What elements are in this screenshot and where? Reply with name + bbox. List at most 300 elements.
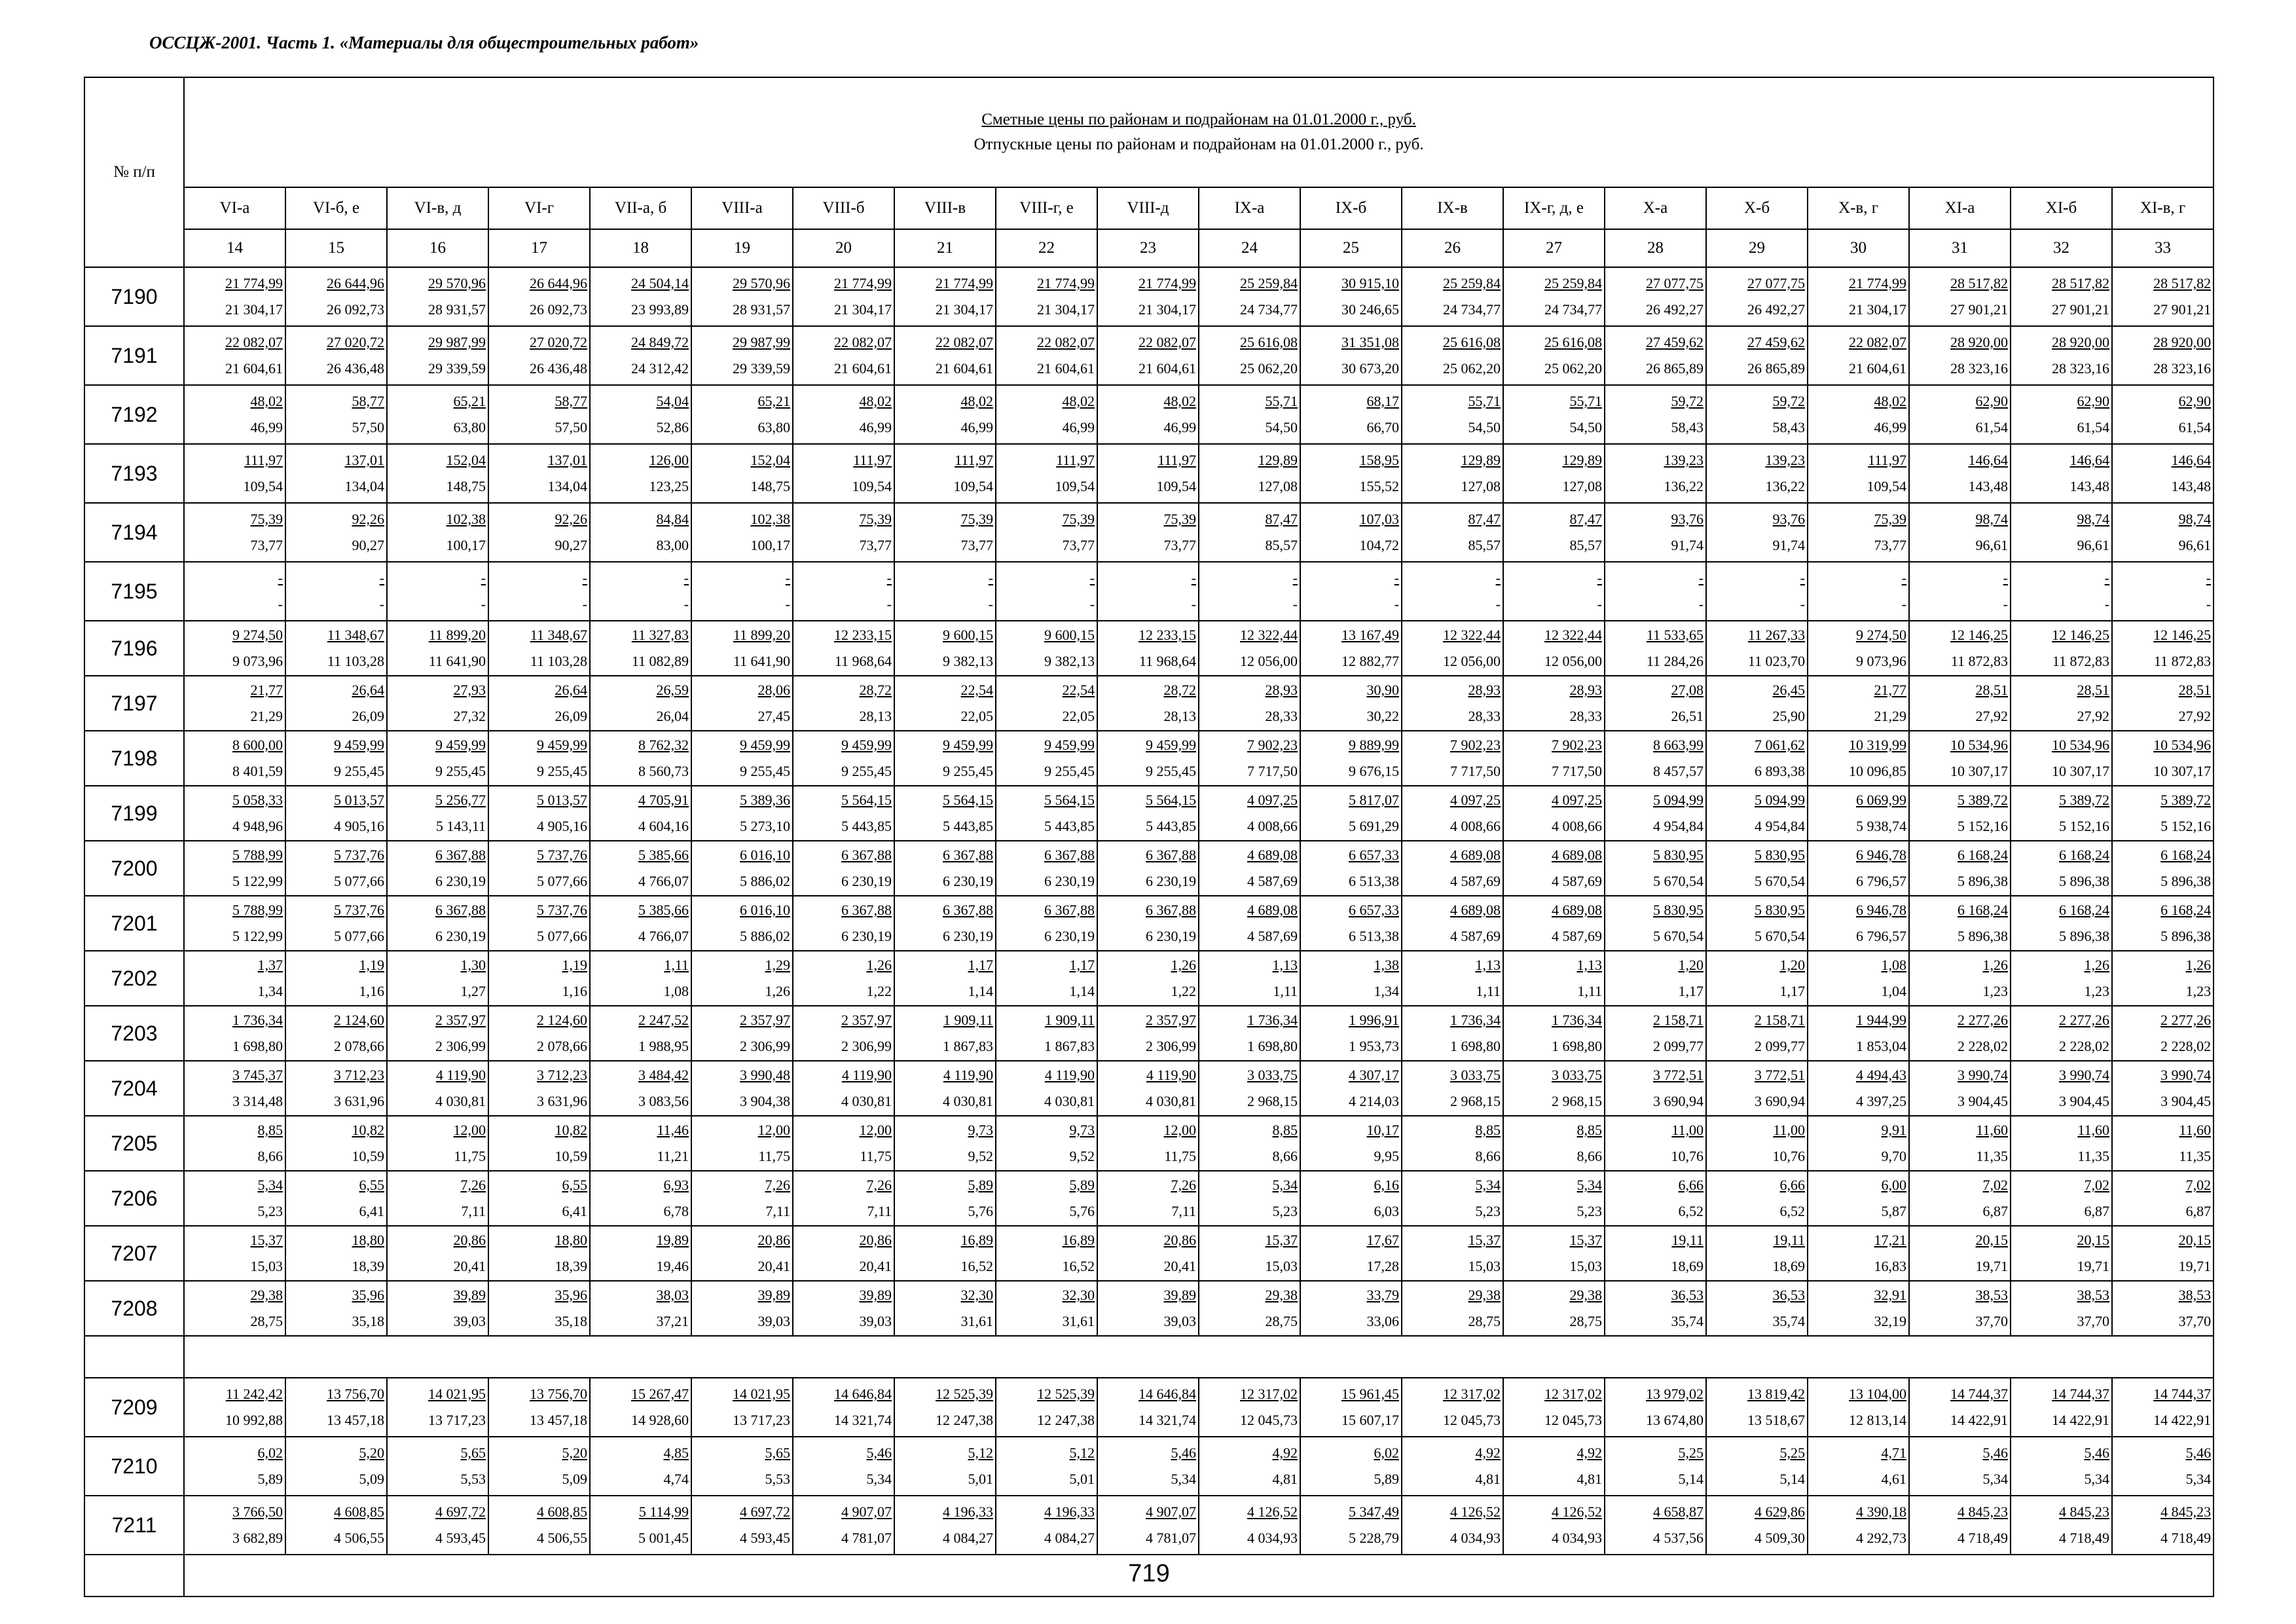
release-price: 11 641,90 — [733, 653, 790, 669]
price-cell — [996, 1437, 1097, 1496]
release-price: 20,41 — [1163, 1258, 1196, 1274]
release-price: 4 766,07 — [638, 928, 689, 944]
release-price: 16,52 — [960, 1258, 993, 1274]
release-price: 5 896,38 — [1958, 928, 2008, 944]
release-price: 1 988,95 — [638, 1038, 689, 1054]
estimated-price: 4 126,52 — [1552, 1504, 1602, 1520]
release-price: 4 008,66 — [1450, 818, 1501, 834]
release-price: 148,75 — [446, 478, 486, 494]
price-cell — [1808, 1116, 1909, 1171]
release-price: 27 901,21 — [2153, 301, 2212, 318]
estimated-price: 5,65 — [460, 1445, 486, 1461]
release-price: 1,11 — [1577, 983, 1602, 999]
release-price: 4 781,07 — [841, 1530, 892, 1546]
price-cell — [590, 503, 691, 562]
price-cell — [387, 1006, 488, 1061]
table-row — [84, 1226, 2214, 1281]
row-code: 7190 — [84, 267, 184, 326]
release-price: 5,76 — [968, 1203, 993, 1219]
price-cell — [1706, 1496, 1808, 1555]
estimated-price: 6 367,88 — [1146, 847, 1196, 863]
estimated-price: 4 907,07 — [1146, 1504, 1196, 1520]
price-cell — [1808, 1281, 1909, 1336]
release-price: 5,89 — [257, 1471, 283, 1487]
estimated-price: 6 168,24 — [2160, 902, 2212, 918]
estimated-price: 7,02 — [2185, 1177, 2212, 1193]
release-price: 4 034,93 — [1450, 1530, 1501, 1546]
price-cell — [894, 1496, 996, 1555]
price-cell — [793, 676, 894, 731]
estimated-price: 111,97 — [1056, 452, 1095, 468]
estimated-price: 11,60 — [2179, 1122, 2212, 1138]
column-number: 23 — [1097, 229, 1199, 267]
estimated-price: 25 259,84 — [1544, 275, 1602, 291]
release-price: - — [886, 596, 892, 612]
estimated-price: 6,02 — [257, 1445, 283, 1461]
price-cell — [894, 326, 996, 385]
release-price: 28 931,57 — [428, 301, 486, 318]
estimated-price: 38,53 — [1975, 1287, 2008, 1303]
price-cell — [1503, 896, 1605, 951]
price-cell — [1097, 951, 1199, 1006]
price-cell — [1503, 1496, 1605, 1555]
column-number: 16 — [387, 229, 488, 267]
estimated-price: 9 459,99 — [740, 737, 790, 753]
price-cell — [1503, 267, 1605, 326]
estimated-price: 6,16 — [1374, 1177, 1399, 1193]
estimated-price: 4,85 — [663, 1445, 689, 1461]
price-cell — [1605, 1437, 1706, 1496]
price-cell — [793, 444, 894, 503]
estimated-price: 3 990,48 — [740, 1067, 790, 1083]
estimated-price: 3 712,23 — [334, 1067, 384, 1083]
release-price: 26,04 — [656, 708, 689, 724]
price-cell — [1503, 731, 1605, 786]
release-price: 4 030,81 — [1146, 1093, 1196, 1109]
release-price: 13 457,18 — [530, 1412, 587, 1428]
estimated-price: 1,26 — [2084, 957, 2109, 973]
release-price: 1,11 — [1476, 983, 1501, 999]
price-cell — [285, 444, 387, 503]
release-price: 61,54 — [2077, 419, 2109, 435]
release-price: 4 214,03 — [1349, 1093, 1399, 1109]
release-price: 109,54 — [1055, 478, 1095, 494]
price-cell — [1402, 1061, 1503, 1116]
price-cell — [2011, 1496, 2112, 1555]
price-cell — [1199, 731, 1300, 786]
price-cell — [793, 1437, 894, 1496]
release-price: 5 691,29 — [1349, 818, 1399, 834]
estimated-price: 15 267,47 — [631, 1386, 689, 1402]
estimated-price: 1 944,99 — [1856, 1012, 1906, 1028]
release-price: 11 641,90 — [428, 653, 486, 669]
release-price: 5 896,38 — [2059, 928, 2109, 944]
estimated-price: 5,65 — [765, 1445, 790, 1461]
estimated-price: 6,66 — [1779, 1177, 1805, 1193]
release-price: 5 228,79 — [1349, 1530, 1399, 1546]
price-cell — [387, 1061, 488, 1116]
release-price: 28 931,57 — [733, 301, 790, 318]
column-number: 33 — [2112, 229, 2214, 267]
estimated-price: 11,46 — [657, 1122, 689, 1138]
estimated-price: 12 322,44 — [1544, 627, 1602, 643]
estimated-price: 5,20 — [359, 1445, 384, 1461]
estimated-price: 129,89 — [1258, 452, 1298, 468]
estimated-price: 6 069,99 — [1856, 792, 1906, 808]
release-price: 26 092,73 — [530, 301, 587, 318]
estimated-price: 5 347,49 — [1349, 1504, 1399, 1520]
price-cell — [894, 1116, 996, 1171]
release-price: 1,16 — [562, 983, 587, 999]
price-cell — [1909, 621, 2011, 676]
region-header: VIII-д — [1097, 187, 1199, 229]
region-header: VIII-а — [691, 187, 793, 229]
price-cell — [1503, 1116, 1605, 1171]
estimated-price: 9 889,99 — [1349, 737, 1399, 753]
price-cell — [1706, 1006, 1808, 1061]
estimated-price: 58,77 — [352, 393, 384, 409]
table-row — [84, 1378, 2214, 1437]
estimated-price: 22 082,07 — [936, 334, 993, 350]
release-price: 143,48 — [2069, 478, 2109, 494]
spacer-cell — [84, 1555, 184, 1596]
estimated-price: 5 830,95 — [1755, 847, 1805, 863]
table-row — [84, 1006, 2214, 1061]
estimated-price: 4 119,90 — [1146, 1067, 1196, 1083]
page-number: 719 — [1128, 1560, 1170, 1587]
row-code: 7195 — [84, 562, 184, 621]
release-price: 109,54 — [243, 478, 283, 494]
estimated-price: 68,17 — [1366, 393, 1399, 409]
release-price: 54,50 — [1468, 419, 1501, 435]
estimated-price: 17,67 — [1366, 1232, 1399, 1248]
price-cell — [184, 1437, 285, 1496]
estimated-price: 5,25 — [1779, 1445, 1805, 1461]
release-price: 21 304,17 — [1139, 301, 1196, 318]
release-price: 33,06 — [1366, 1313, 1399, 1329]
estimated-price: 10 319,99 — [1849, 737, 1906, 753]
release-price: 11 872,83 — [1950, 653, 2008, 669]
release-price: 4,61 — [1881, 1471, 1906, 1487]
estimated-price: 2 124,60 — [334, 1012, 384, 1028]
price-cell — [590, 1006, 691, 1061]
price-cell — [1706, 676, 1808, 731]
price-cell — [1503, 1006, 1605, 1061]
release-price: 9,52 — [968, 1148, 993, 1164]
estimated-price: 4 608,85 — [537, 1504, 587, 1520]
price-cell — [590, 621, 691, 676]
column-number: 25 — [1300, 229, 1402, 267]
release-price: 11 103,28 — [327, 653, 384, 669]
release-price: 11,75 — [1164, 1148, 1196, 1164]
release-price: 1 953,73 — [1349, 1038, 1399, 1054]
estimated-price: 9 459,99 — [841, 737, 892, 753]
price-cell — [1199, 896, 1300, 951]
price-cell — [1808, 1226, 1909, 1281]
estimated-price: 14 744,37 — [1950, 1386, 2008, 1402]
estimated-price: 5,46 — [866, 1445, 892, 1461]
column-number: 27 — [1503, 229, 1605, 267]
estimated-price: 29 570,96 — [428, 275, 486, 291]
price-cell — [1808, 676, 1909, 731]
price-cell — [1808, 267, 1909, 326]
release-price: 27,32 — [453, 708, 486, 724]
release-price: 11 082,89 — [631, 653, 689, 669]
release-price: 1 867,83 — [1044, 1038, 1095, 1054]
release-price: 26 436,48 — [327, 360, 384, 377]
price-cell — [793, 1496, 894, 1555]
estimated-price: 137,01 — [344, 452, 384, 468]
estimated-price: 4 119,90 — [435, 1067, 486, 1083]
price-cell — [1199, 621, 1300, 676]
estimated-price: 93,76 — [1772, 511, 1805, 527]
release-price: 5 077,66 — [537, 873, 587, 889]
release-price: 2 968,15 — [1247, 1093, 1298, 1109]
release-price: 35,74 — [1772, 1313, 1805, 1329]
estimated-price: - — [1394, 570, 1399, 586]
estimated-price: 28 517,82 — [2153, 275, 2212, 291]
price-cell — [1503, 1061, 1605, 1116]
release-price: 5 443,85 — [1146, 818, 1196, 834]
release-price: 9 073,96 — [232, 653, 283, 669]
price-cell — [894, 1281, 996, 1336]
price-cell — [1097, 1226, 1199, 1281]
estimated-price: 7 902,23 — [1247, 737, 1298, 753]
price-cell — [1503, 1437, 1605, 1496]
release-price: 3 904,45 — [2160, 1093, 2212, 1109]
release-price: 5 896,38 — [2160, 873, 2212, 889]
price-cell — [1503, 1171, 1605, 1226]
price-cell — [1199, 444, 1300, 503]
price-cell — [1605, 1496, 1706, 1555]
price-cell — [1605, 951, 1706, 1006]
estimated-price: 92,26 — [352, 511, 384, 527]
release-price: 1,22 — [1171, 983, 1196, 999]
release-price: 18,69 — [1772, 1258, 1805, 1274]
price-cell — [1097, 385, 1199, 444]
price-cell — [1300, 786, 1402, 841]
release-price: 91,74 — [1772, 537, 1805, 553]
estimated-price: 28,93 — [1468, 682, 1501, 698]
price-cell — [1605, 1171, 1706, 1226]
release-price: 4 587,69 — [1450, 928, 1501, 944]
release-price: 6 513,38 — [1349, 873, 1399, 889]
estimated-price: 36,53 — [1671, 1287, 1704, 1303]
price-cell — [1909, 503, 2011, 562]
estimated-price: 48,02 — [859, 393, 892, 409]
estimated-price: 29,38 — [250, 1287, 283, 1303]
price-cell — [184, 896, 285, 951]
release-price: 148,75 — [750, 478, 790, 494]
price-cell — [894, 951, 996, 1006]
release-price: 90,27 — [555, 537, 587, 553]
estimated-price: 29,38 — [1569, 1287, 1602, 1303]
column-number: 29 — [1706, 229, 1808, 267]
price-cell — [387, 267, 488, 326]
price-cell — [1909, 841, 2011, 896]
price-cell — [1402, 1437, 1503, 1496]
release-price: 21 604,61 — [1037, 360, 1095, 377]
estimated-price: 75,39 — [1062, 511, 1095, 527]
estimated-price: 4 689,08 — [1552, 902, 1602, 918]
estimated-price: 16,89 — [1062, 1232, 1095, 1248]
release-price: 15,03 — [250, 1258, 283, 1274]
estimated-price: 4 126,52 — [1247, 1504, 1298, 1520]
release-price: 4 030,81 — [943, 1093, 993, 1109]
price-cell — [1097, 1006, 1199, 1061]
region-header: X-б — [1706, 187, 1808, 229]
estimated-price: 87,47 — [1265, 511, 1298, 527]
release-price: 2 099,77 — [1755, 1038, 1805, 1054]
release-price: 6 230,19 — [1044, 928, 1095, 944]
price-cell — [1808, 385, 1909, 444]
row-code: 7210 — [84, 1437, 184, 1496]
estimated-price: 9 459,99 — [334, 737, 384, 753]
release-price: 52,86 — [656, 419, 689, 435]
price-cell — [691, 326, 793, 385]
spacer-cell — [184, 1336, 2214, 1378]
release-price: 4 593,45 — [740, 1530, 790, 1546]
region-header: IX-г, д, е — [1503, 187, 1605, 229]
estimated-price: 9 274,50 — [1856, 627, 1906, 643]
table-row — [84, 621, 2214, 676]
estimated-price: 13 819,42 — [1747, 1386, 1805, 1402]
release-price: 25,90 — [1772, 708, 1805, 724]
release-price: 6 230,19 — [943, 928, 993, 944]
estimated-price: 1 736,34 — [1247, 1012, 1298, 1028]
release-price: 2 228,02 — [2160, 1038, 2212, 1054]
price-cell — [590, 896, 691, 951]
estimated-price: 13 979,02 — [1646, 1386, 1704, 1402]
estimated-price: 4 658,87 — [1653, 1504, 1704, 1520]
release-price: 9 255,45 — [435, 763, 486, 779]
release-price: 1 698,80 — [1450, 1038, 1501, 1054]
release-price: 9 255,45 — [1044, 763, 1095, 779]
price-cell — [488, 1496, 590, 1555]
price-cell — [488, 786, 590, 841]
price-cell — [996, 444, 1097, 503]
release-price: 21 304,17 — [1037, 301, 1095, 318]
price-cell — [184, 1496, 285, 1555]
estimated-price: - — [1698, 570, 1704, 586]
estimated-price: 26,45 — [1772, 682, 1805, 698]
price-cell — [1909, 385, 2011, 444]
estimated-price: 13 756,70 — [327, 1386, 384, 1402]
price-cell — [2112, 326, 2214, 385]
estimated-price: 6 657,33 — [1349, 847, 1399, 863]
price-cell — [1909, 676, 2011, 731]
release-price: 26,09 — [352, 708, 384, 724]
estimated-price: 4 608,85 — [334, 1504, 384, 1520]
price-cell — [285, 951, 387, 1006]
estimated-price: 11,60 — [2077, 1122, 2109, 1138]
estimated-price: 17,21 — [1874, 1232, 1906, 1248]
release-price: 39,03 — [757, 1313, 790, 1329]
price-cell — [894, 385, 996, 444]
price-cell — [1199, 1226, 1300, 1281]
price-cell — [184, 562, 285, 621]
estimated-price: 75,39 — [960, 511, 993, 527]
price-cell — [1097, 503, 1199, 562]
release-price: 12 045,73 — [1443, 1412, 1501, 1428]
estimated-price: 25 616,08 — [1443, 334, 1501, 350]
estimated-price: 5 389,72 — [1958, 792, 2008, 808]
release-price: 20,41 — [859, 1258, 892, 1274]
price-cell — [793, 503, 894, 562]
row-code: 7203 — [84, 1006, 184, 1061]
release-price: 5,01 — [968, 1471, 993, 1487]
release-price: 25 062,20 — [1443, 360, 1501, 377]
price-cell — [894, 1378, 996, 1437]
price-cell — [488, 731, 590, 786]
estimated-price: 146,64 — [2069, 452, 2109, 468]
estimated-price: 3 745,37 — [232, 1067, 283, 1083]
estimated-price: 6 367,88 — [435, 847, 486, 863]
price-cell — [285, 1437, 387, 1496]
estimated-price: 9 600,15 — [1044, 627, 1095, 643]
price-cell — [387, 841, 488, 896]
release-price: 10 307,17 — [2052, 763, 2109, 779]
price-cell — [1605, 1116, 1706, 1171]
release-price: 58,43 — [1772, 419, 1805, 435]
estimated-price: 5 564,15 — [841, 792, 892, 808]
release-price: 8,66 — [257, 1148, 283, 1164]
release-price: 24 312,42 — [631, 360, 689, 377]
estimated-price: 62,90 — [2178, 393, 2212, 409]
release-price: 127,08 — [1461, 478, 1501, 494]
price-cell — [1605, 267, 1706, 326]
release-price: 4 718,49 — [2059, 1530, 2109, 1546]
estimated-price: 11 348,67 — [327, 627, 384, 643]
release-price: - — [2003, 596, 2008, 612]
price-cell — [285, 562, 387, 621]
release-price: 10 307,17 — [2153, 763, 2212, 779]
price-cell — [285, 1226, 387, 1281]
price-cell — [1402, 562, 1503, 621]
release-price: 5,23 — [1475, 1203, 1501, 1219]
price-cell — [2112, 676, 2214, 731]
release-price: 1 698,80 — [1552, 1038, 1602, 1054]
release-price: 1,23 — [2084, 983, 2109, 999]
estimated-price: 21 774,99 — [1037, 275, 1095, 291]
price-cell — [1706, 1226, 1808, 1281]
estimated-price: 25 259,84 — [1240, 275, 1298, 291]
region-header: VI-г — [488, 187, 590, 229]
row-code: 7208 — [84, 1281, 184, 1336]
release-price: 9 382,13 — [943, 653, 993, 669]
price-header — [184, 77, 2214, 187]
price-cell — [996, 621, 1097, 676]
price-cell — [285, 676, 387, 731]
release-price: 37,70 — [1975, 1313, 2008, 1329]
release-price: 155,52 — [1359, 478, 1399, 494]
estimated-price: 5 389,72 — [2160, 792, 2212, 808]
row-code: 7206 — [84, 1171, 184, 1226]
release-price: 39,03 — [1163, 1313, 1196, 1329]
release-price: 29 339,59 — [428, 360, 486, 377]
column-number: 19 — [691, 229, 793, 267]
estimated-price: 6 016,10 — [740, 902, 790, 918]
price-cell — [1706, 1378, 1808, 1437]
price-cell — [793, 1281, 894, 1336]
release-price: 7,11 — [461, 1203, 486, 1219]
release-price: 13 717,23 — [733, 1412, 790, 1428]
release-price: 9,52 — [1069, 1148, 1095, 1164]
price-cell — [488, 841, 590, 896]
estimated-price: 6,93 — [663, 1177, 689, 1193]
price-cell — [1199, 562, 1300, 621]
release-price: 14 422,91 — [1950, 1412, 2008, 1428]
